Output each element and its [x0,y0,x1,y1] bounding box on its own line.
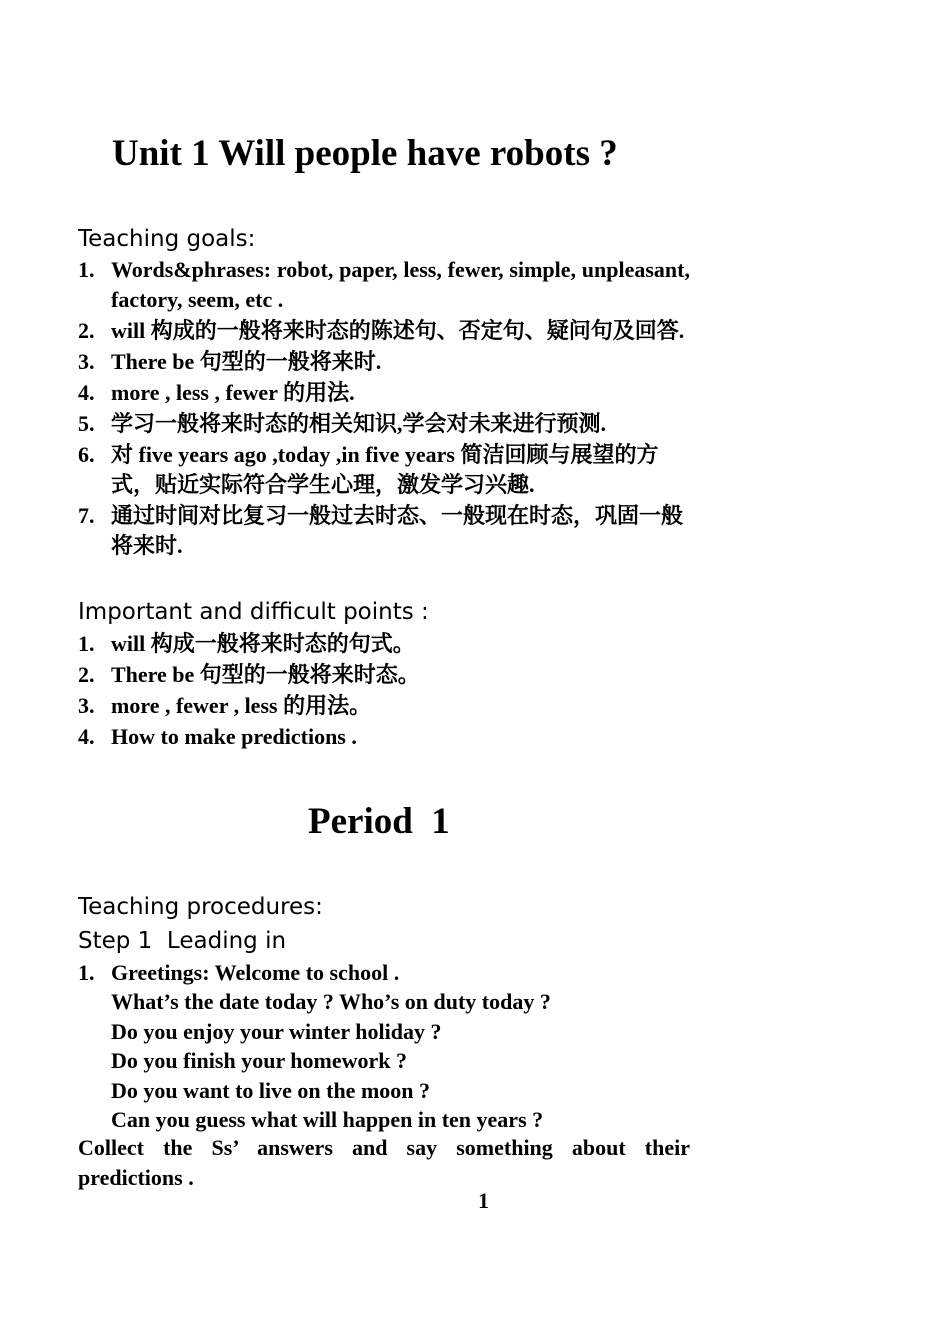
list-item: 1. will 构成一般将来时态的句式。 [78,631,415,656]
list-item: 3. There be 句型的一般将来时. [78,349,382,374]
question-line: Do you finish your homework ? [111,1048,408,1074]
page-number: 1 [478,1188,489,1213]
list-item: 6. 对 five years ago ,today ,in five years 简洁回顾与展望的方式，贴近实际符合学生心理，激发学习兴趣. [78,442,659,497]
question-line: What’s the date today ? Who’s on duty today ? [111,989,551,1015]
teaching-goals-list [78,255,690,561]
important-points-list [78,629,690,752]
list-item: 2. will 构成的一般将来时态的陈述句、否定句、疑问句及回答. [78,318,685,343]
list-item: 1. Words&phrases: robot, paper, less, fewer, simple, unpleasant, factory, seem, etc . [78,257,690,312]
step-heading: Step 1 Leading in [78,928,287,954]
teaching-procedures-heading: Teaching procedures: [78,894,323,920]
collect-paragraph: Collect the Ss’ answers and say something about their predictions . [78,1135,690,1190]
question-line: Greetings: Welcome to school . [111,960,400,985]
question-line: Can you guess what will happen in ten years ? [111,1107,544,1133]
list-item: 3. more , fewer , less 的用法。 [78,693,372,718]
unit-title: Unit 1 Will people have robots ? [112,133,618,174]
list-item: 7. 通过时间对比复习一般过去时态、一般现在时态，巩固一般将来时. [78,503,684,558]
list-item: 5. 学习一般将来时态的相关知识,学会对未来进行预测. [78,411,607,436]
question-line: Do you enjoy your winter holiday ? [111,1018,442,1044]
list-item: 1. Greetings: Welcome to school . What’s the date today ? Who’s on duty today ? Do you enjoy your winter holiday ? Do you finish your homework ? Do you want to live on the moon ? Can you guess what will happen in ten years ? [78,958,690,1134]
leading-in-list [78,958,690,1134]
list-item: 4. more , less , fewer 的用法. [78,380,355,405]
period-heading: Period 1 [308,801,450,842]
important-points-heading: Important and difficult points : [78,599,429,625]
teaching-goals-heading: Teaching goals: [78,226,256,252]
list-item: 2. There be 句型的一般将来时态。 [78,662,420,687]
question-line: Do you want to live on the moon ? [111,1077,431,1103]
list-item: 4. How to make predictions . [78,724,357,749]
